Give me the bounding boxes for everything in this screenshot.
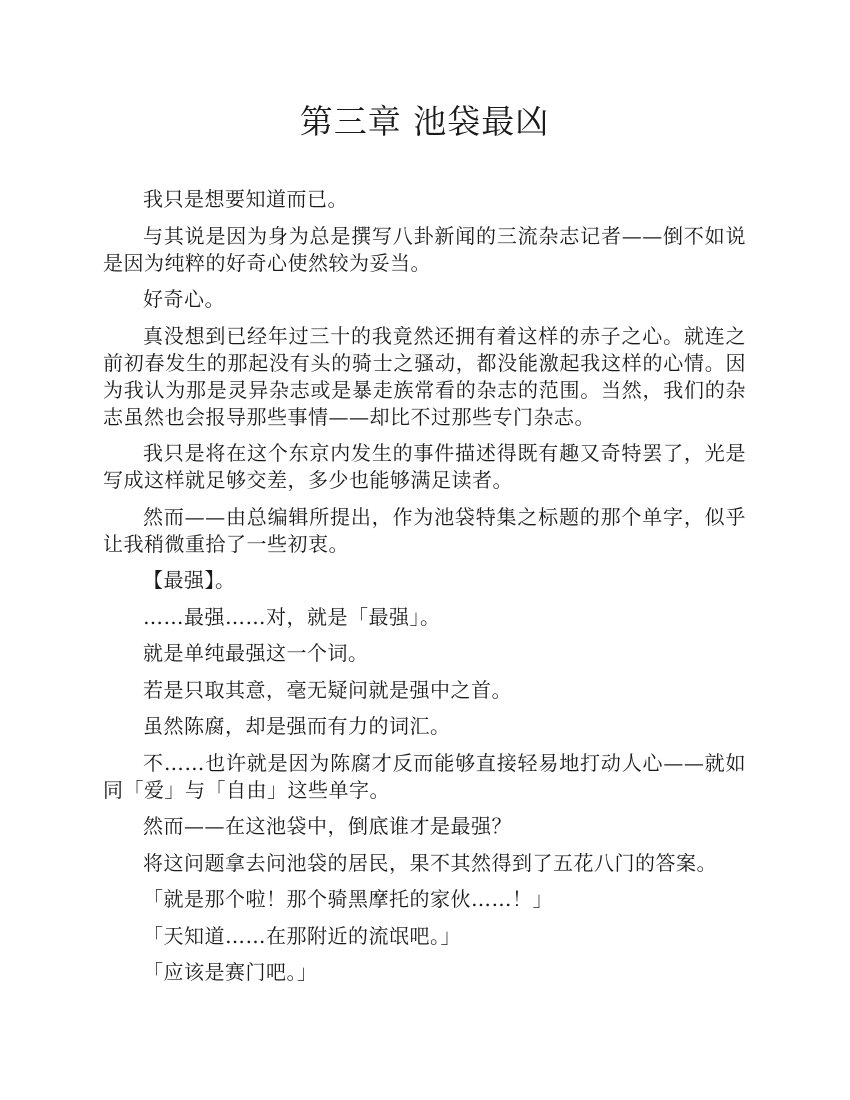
- paragraph: 就是单纯最强这一个词。: [143, 641, 369, 665]
- document-page: [103, 0, 746, 1100]
- paragraph: ……最强……对，就是「最强」。: [143, 604, 441, 629]
- paragraph: 将这问题拿去问池袋的居民，果不其然得到了五花八门的答案。: [143, 850, 717, 875]
- chapter-title: 第三章 池袋最凶: [299, 102, 550, 141]
- paragraph: 与其说是因为身为总是撰写八卦新闻的三流杂志记者——倒不如说是因为纯粹的好奇心使然较为妥当。: [103, 223, 746, 275]
- paragraph: 虽然陈腐，却是强而有力的词汇。: [143, 714, 451, 738]
- paragraph: 真没想到已经年过三十的我竟然还拥有着这样的赤子之心。就连之前初春发生的那起没有头的骑士之骚动，都没能激起我这样的心情。因为我认为那是灵异杂志或是暴走族常看的杂志的范围。当然，我们的杂志虽然也会报导那些事情——却比不过那些专门杂志。: [103, 323, 746, 429]
- paragraph: 好奇心。: [143, 287, 225, 311]
- paragraph: 若是只取其意，毫无疑问就是强中之首。: [143, 677, 512, 702]
- paragraph: 我只是将在这个东京内发生的事件描述得既有趣又奇特罢了，光是写成这样就足够交差，多少也能够满足读者。: [103, 441, 746, 492]
- paragraph: 「应该是赛门吧。」: [143, 960, 318, 984]
- paragraph: 然而——在这池袋中，倒底谁才是最强？: [143, 814, 512, 838]
- paragraph: 不……也许就是因为陈腐才反而能够直接轻易地打动人心——就如同「爱」与「自由」这些单字。: [103, 750, 746, 802]
- paragraph: 然而——由总编辑所提出，作为池袋特集之标题的那个单字，似乎让我稍微重拾了一些初衷。: [103, 504, 746, 556]
- paragraph: 「就是那个啦！那个骑黑摩托的家伙……！」: [143, 887, 553, 911]
- paragraph: 我只是想要知道而已。: [143, 187, 348, 211]
- paragraph: 【最强】。: [143, 568, 236, 592]
- body-text: [103, 186, 746, 986]
- paragraph: 「天知道……在那附近的流氓吧。」: [143, 923, 461, 948]
